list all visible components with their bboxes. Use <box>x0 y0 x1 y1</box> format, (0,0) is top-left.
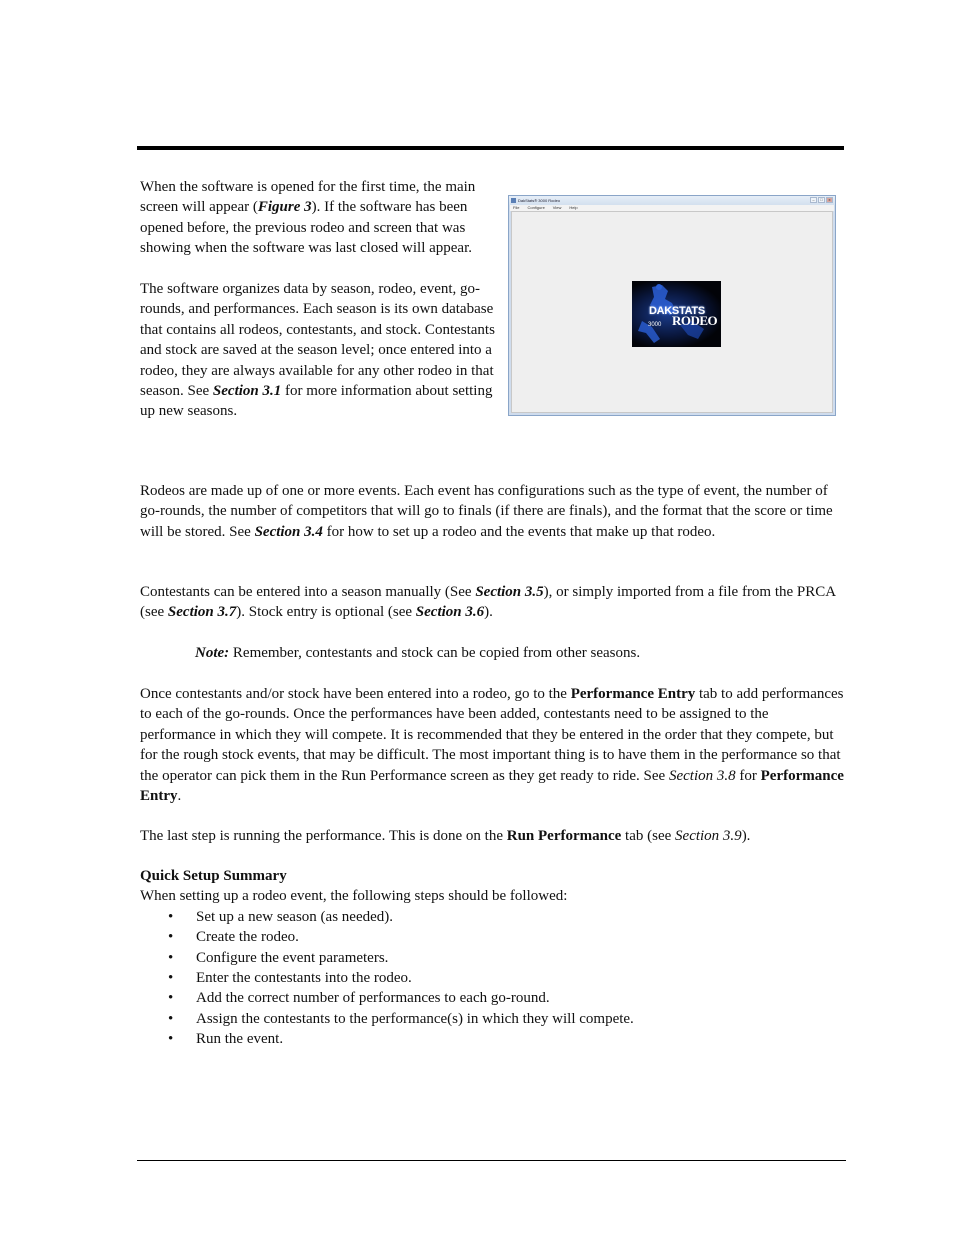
dakstats-rodeo-logo <box>632 281 721 347</box>
window-titlebar <box>509 196 835 205</box>
section-reference: Section 3.7 <box>167 604 237 621</box>
list-item: • Configure the event parameters. <box>140 948 845 968</box>
section-reference: Section 3.9 <box>675 828 742 844</box>
setup-steps-list <box>140 907 845 1050</box>
maximize-icon: □ <box>818 197 825 203</box>
performance-entry-term: Performance Entry <box>570 686 696 702</box>
section-reference: Section 3.6 <box>415 604 485 621</box>
quick-setup-heading: Quick Setup Summary <box>140 868 287 884</box>
intro-paragraph-1: When the software is opened for the first time, the main screen will appear (Figure 3). If the software has been opened before, the previous rodeo and screen that was showing when the software was last closed will appear. <box>140 179 476 257</box>
note-paragraph: Note: Remember, contestants and stock can be copied from other seasons. <box>195 645 641 661</box>
list-item: • Enter the contestants into the rodeo. <box>140 968 845 988</box>
performance-entry-paragraph: Once contestants and/or stock have been entered into a rodeo, go to the Performance Entry tab to add performances to each of the go-rounds. Once the performances have been added, contestants need to be assigned to the performance in which they will compete. It is recommended that they be entered in the order that they compete, but for the rough stock events, that may be difficult. The most important thing is to have them in the performance so that the operator can pick them in the Run Performance screen as they get ready to ride. See Section 3.8 for Performance Entry. <box>140 686 844 805</box>
note-label: Note: <box>195 645 230 661</box>
list-item: • Set up a new season (as needed). <box>140 907 845 927</box>
app-icon <box>511 198 516 203</box>
minimize-icon: – <box>810 197 817 203</box>
close-icon: x <box>826 197 833 203</box>
quick-setup-intro: When setting up a rodeo event, the following steps should be followed: <box>140 888 568 905</box>
main-screen-screenshot <box>508 195 836 416</box>
run-performance-paragraph: The last step is running the performance. This is done on the Run Performance tab (see Section 3.9). <box>140 828 751 844</box>
list-item: • Add the correct number of performances to each go-round. <box>140 988 845 1008</box>
window-title: DakStats® 3000 Rodeo <box>518 198 561 203</box>
logo-rodeo-text: RODEO <box>672 313 718 328</box>
footer-rule <box>137 1160 846 1161</box>
menu-view: View <box>552 205 562 210</box>
contestants-paragraph: Contestants can be entered into a season manually (See Section 3.5), or simply imported from a file from the PRCA (see Section 3.7). Stock entry is optional (see Section 3.6). <box>140 584 836 621</box>
section-reference: Section 3.4 <box>254 523 323 540</box>
section-reference: Section 3.1 <box>212 383 282 400</box>
run-performance-term: Run Performance <box>506 828 622 844</box>
section-reference: Section 3.8 <box>668 767 736 784</box>
events-paragraph: Rodeos are made up of one or more events. Each event has configurations such as the type of event, the number of go-rounds, the number of competitors that will go to finals (if there are finals), and the format that the score or time will be stored. See Section 3.4 for how to set up a rodeo and the events that make up that rodeo. <box>140 483 833 540</box>
intro-column <box>140 177 495 422</box>
menu-help: Help <box>569 205 578 210</box>
figure-reference: Figure 3 <box>257 199 312 216</box>
header-rule <box>137 146 844 150</box>
logo-dakstats-text: DAKSTATS <box>649 305 705 317</box>
quick-setup-section <box>140 866 845 1050</box>
window-client-area <box>511 211 833 413</box>
performance-entry-term: Performance Entry <box>140 767 844 805</box>
section-reference: Section 3.5 <box>475 584 544 600</box>
list-item: • Create the rodeo. <box>140 927 845 947</box>
logo-3000-text: 3000 <box>648 322 662 328</box>
list-item: • Run the event. <box>140 1029 845 1049</box>
menu-configure: Configure <box>527 205 545 210</box>
list-item: • Assign the contestants to the performance(s) in which they will compete. <box>140 1009 845 1029</box>
menu-file: File <box>513 205 520 210</box>
intro-paragraph-2: The software organizes data by season, rodeo, event, go-rounds, and performances. Each season is its own database that contains all rodeos, contestants, and stock. Contestants and stock are saved at the season level; once entered into a rodeo, they are always available for any other rodeo in that season. See Section 3.1 for more information about setting up new seasons. <box>140 281 495 420</box>
